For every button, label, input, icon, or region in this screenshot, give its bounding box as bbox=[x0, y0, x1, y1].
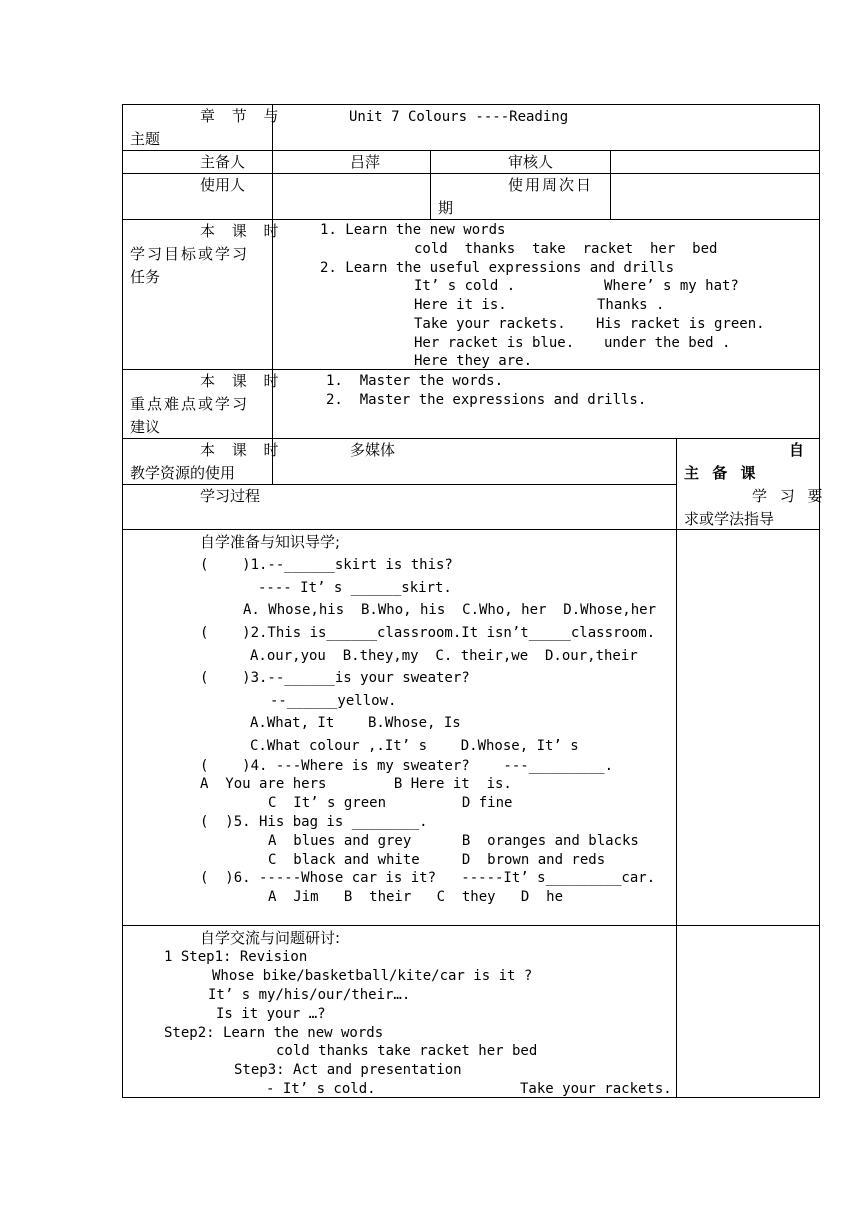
row-divider bbox=[122, 150, 820, 151]
process-label: 学习过程 bbox=[200, 487, 261, 505]
exercise-line: --______yellow. bbox=[270, 693, 397, 709]
goal-line: Her racket is blue. bbox=[414, 335, 575, 351]
keys-label-line3: 建议 bbox=[130, 418, 161, 436]
side-label-line1: 自 bbox=[789, 441, 805, 459]
col-divider bbox=[676, 438, 677, 1098]
chapter-label-line1: 章 节 与 bbox=[200, 107, 285, 125]
exercise-line: ( )5. His bag is ________. bbox=[200, 814, 428, 830]
chapter-label-line2: 主题 bbox=[130, 130, 161, 148]
week-label-line2: 期 bbox=[438, 199, 454, 217]
goals-label-line2: 学习目标或学习 bbox=[130, 245, 250, 263]
exercise-line: A blues and grey B oranges and blacks bbox=[268, 833, 639, 849]
exercise-line: ( )3.--______is your sweater? bbox=[200, 670, 470, 686]
exercise-line: C black and white D brown and reds bbox=[268, 852, 606, 868]
side-label-line3: 学 习 要 bbox=[752, 487, 827, 505]
exercise-line: ( )1.--______skirt is this? bbox=[200, 557, 453, 573]
preparer-value: 吕萍 bbox=[350, 153, 381, 171]
exchange-line: It’ s my/his/our/their…. bbox=[208, 987, 411, 1003]
row-divider bbox=[122, 219, 820, 220]
goal-line: It’ s cold . bbox=[414, 278, 516, 294]
exercise-line: A.What, It B.Whose, Is bbox=[250, 715, 461, 731]
exercise-line: ---- It’ s ______skirt. bbox=[258, 580, 452, 596]
preparer-label: 主备人 bbox=[200, 153, 246, 171]
table-border-bottom bbox=[122, 1097, 820, 1098]
row-divider bbox=[122, 438, 820, 439]
exchange-line: 1 Step1: Revision bbox=[164, 949, 308, 965]
goal-line: under the bed . bbox=[604, 335, 731, 351]
key-line: 1. Master the words. bbox=[326, 373, 504, 389]
chapter-value: Unit 7 Colours ----Reading bbox=[349, 109, 569, 125]
exercise-line: C It’ s green D fine bbox=[268, 795, 513, 811]
goal-line: Here it is. bbox=[414, 297, 507, 313]
goals-label-line3: 任务 bbox=[130, 268, 161, 286]
col-divider bbox=[272, 104, 273, 484]
self-study-heading: 自学准备与知识导学; bbox=[200, 533, 341, 551]
row-divider bbox=[122, 484, 676, 485]
exchange-line: cold thanks take racket her bed bbox=[276, 1043, 538, 1059]
exercise-line: A You are hers B Here it is. bbox=[200, 776, 512, 792]
goal-line: Here they are. bbox=[414, 353, 533, 369]
exchange-line: Step3: Act and presentation bbox=[234, 1062, 462, 1078]
table-border-left bbox=[122, 104, 123, 1098]
exchange-line: Take your rackets. bbox=[520, 1081, 672, 1097]
table-border-right bbox=[819, 104, 820, 1098]
exercise-line: A.our,you B.they,my C. their,we D.our,their bbox=[250, 648, 638, 664]
row-divider bbox=[122, 173, 820, 174]
exercise-line: ( )4. ---Where is my sweater? ---_________. bbox=[200, 758, 614, 774]
goal-line: cold thanks take racket her bed bbox=[414, 241, 718, 257]
row-divider bbox=[122, 925, 820, 926]
side-label-line2: 主 备 课 bbox=[684, 464, 760, 482]
goal-line: 2. Learn the useful expressions and drills bbox=[320, 260, 675, 276]
exercise-line: C.What colour ,.It’ s D.Whose, It’ s bbox=[250, 738, 579, 754]
goal-line: 1. Learn the new words bbox=[320, 222, 506, 238]
goal-line: Where’ s my hat? bbox=[604, 278, 739, 294]
exchange-heading: 自学交流与问题研讨: bbox=[200, 929, 341, 947]
exchange-line: - It’ s cold. bbox=[266, 1081, 376, 1097]
resources-value: 多媒体 bbox=[350, 441, 396, 459]
keys-label-line1: 本 课 时 bbox=[200, 372, 285, 390]
key-line: 2. Master the expressions and drills. bbox=[326, 392, 647, 408]
resources-label-line2: 教学资源的使用 bbox=[130, 464, 236, 482]
exchange-line: Step2: Learn the new words bbox=[164, 1025, 384, 1041]
week-label-line1: 使用周次日 bbox=[508, 176, 594, 194]
exercise-line: ( )6. -----Whose car is it? -----It’ s_________car. bbox=[200, 870, 656, 886]
exercise-line: ( )2.This is______classroom.It isn’t_____classroom. bbox=[200, 625, 656, 641]
goal-line: Thanks . bbox=[597, 297, 665, 313]
exercise-line: A Jim B their C they D he bbox=[268, 889, 564, 905]
row-divider bbox=[122, 529, 820, 530]
reviewer-label: 审核人 bbox=[508, 153, 554, 171]
user-label: 使用人 bbox=[200, 176, 246, 194]
goal-line: His racket is green. bbox=[596, 316, 765, 332]
resources-label-line1: 本 课 时 bbox=[200, 441, 285, 459]
goals-label-line1: 本 课 时 bbox=[200, 222, 285, 240]
table-border-top bbox=[122, 104, 820, 105]
exchange-line: Whose bike/basketball/kite/car is it ? bbox=[212, 968, 533, 984]
exercise-line: A. Whose,his B.Who, his C.Who, her D.Whose,her bbox=[243, 602, 657, 618]
col-divider bbox=[610, 150, 611, 219]
exchange-line: Is it your …? bbox=[216, 1006, 326, 1022]
keys-label-line2: 重点难点或学习 bbox=[130, 395, 250, 413]
side-label-line4: 求或学法指导 bbox=[684, 510, 775, 528]
goal-line: Take your rackets. bbox=[414, 316, 566, 332]
col-divider bbox=[430, 150, 431, 219]
